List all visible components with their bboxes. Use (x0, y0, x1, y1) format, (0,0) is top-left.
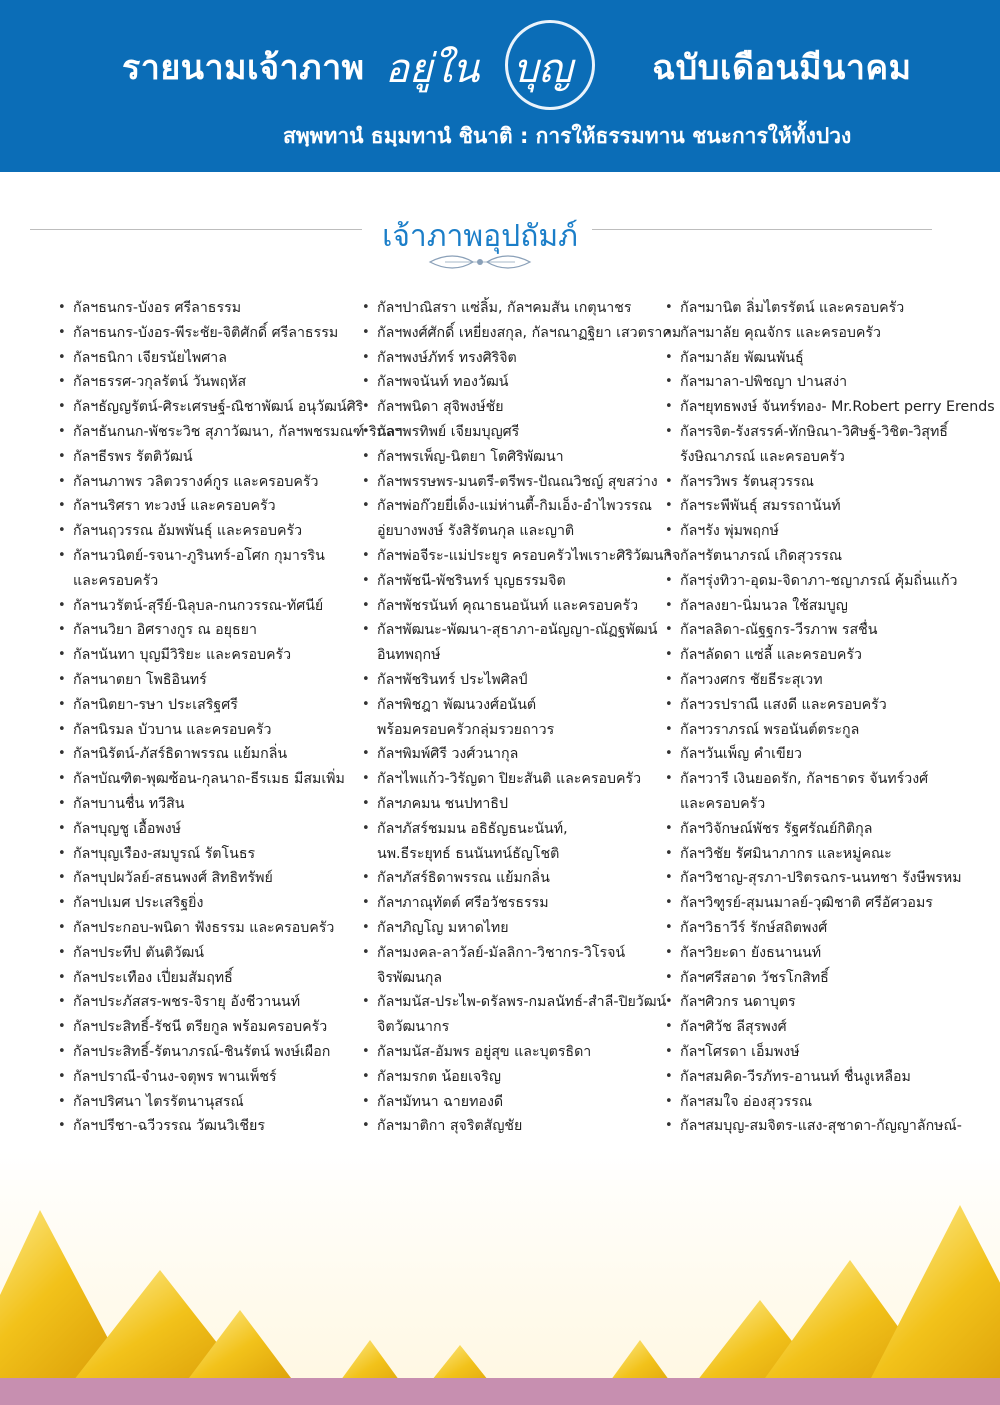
donor-entry: • กัลฯลัดดา แซ่ลี้ และครอบครัว (665, 643, 975, 668)
donor-entry: • กัลฯบุปผวัลย์-สธนพงศ์ สิทธิทรัพย์ (58, 866, 358, 891)
donor-entry: • กัลฯวราภรณ์ พรอนันต์ตระกูล (665, 718, 975, 743)
donor-entry: • กัลฯระพีพันธุ์ สมรรถานันท์ (665, 494, 975, 519)
donor-entry: • กัลฯพรรษพร-มนตรี-ตรีพร-ปัณณวิชญ์ สุขสว่าง (362, 470, 662, 495)
donor-entry: • กัลฯพัชรนันท์ คุณาธนอนันท์ และครอบครัว (362, 594, 662, 619)
donor-entry: • กัลฯมาลา-ปพิชญา ปานสง่า (665, 370, 975, 395)
donor-entry: • กัลฯปาณิสรา แซ่ลิ้ม, กัลฯคมสัน เกตุนาชร (362, 296, 662, 321)
donor-entry: • กัลฯวิจักษณ์พัชร รัฐศรัณย์กิติกุล (665, 817, 975, 842)
donor-entry: • กัลฯรวิพร รัตนสุวรรณ (665, 470, 975, 495)
donor-entry-continuation: นพ.ธีระยุทธ์ ธนนันทน์ธัญโชติ (377, 845, 560, 862)
donor-entry: • กัลฯนิรัตน์-ภัสร์ธิดาพรรณ แย้มกลิ่น (58, 742, 358, 767)
donor-list (0, 296, 1000, 1146)
donor-entry: • กัลฯนวนิตย์-รจนา-ภูรินทร์-อโศก กุมารริน (58, 544, 358, 569)
donor-entry: • กัลฯปริศนา ไตรรัตนานุสรณ์ (58, 1090, 358, 1115)
donor-entry: • กัลฯวิธาวีร์ รักษ์สถิตพงศ์ (665, 916, 975, 941)
logo-text-2: บุญ (513, 46, 573, 92)
footer-decoration (0, 1150, 1000, 1405)
logo-text-1: อยู่ใน (385, 46, 480, 92)
donor-entry: • กัลฯมานิต ลิ่มไตรรัตน์ และครอบครัว (665, 296, 975, 321)
donor-entry: • กัลฯยุทธพงษ์ จันทร์ทอง- Mr.Robert perry Erends (665, 395, 975, 420)
donor-entry: • กัลฯพ่อก๊วยยี่เด็ง-แม่ห่านตี้-กิมเอ็ง-อำไพวรรณ (362, 494, 662, 519)
donor-entry: • กัลฯธนกร-บังอร-พีระชัย-จิติศักดิ์ ศรีลาธรรม (58, 321, 358, 346)
donor-entry: • กัลฯประสิทธิ์-รัชนี ตรียกูล พร้อมครอบครัว (58, 1015, 358, 1040)
donor-entry: • กัลฯวรปราณี แสงดี และครอบครัว (665, 693, 975, 718)
donor-entry: • กัลฯวิชาญ-สุรภา-ปริตรฉกร-นนทชา รังษีพรหม (665, 866, 975, 891)
donor-entry: • กัลฯธีรพร รัตติวัฒน์ (58, 445, 358, 470)
donor-entry: • กัลฯนริศรา ทะวงษ์ และครอบครัว (58, 494, 358, 519)
donor-entry: • กัลฯพัชนี-พัชรินทร์ บุญธรรมจิต (362, 569, 662, 594)
donor-entry: • กัลฯวงศกร ชัยธีระสุเวท (665, 668, 975, 693)
donor-entry: • กัลฯประกอบ-พนิดา ฟังธรรม และครอบครัว (58, 916, 358, 941)
donor-entry: • กัลฯบัณฑิต-พุฒซ้อน-กุลนาถ-ธีรเมธ มีสมเพิ่ม (58, 767, 358, 792)
donor-entry-continuation: จิตวัฒนากร (377, 1019, 450, 1036)
donor-entry: • กัลฯภาณุทัตต์ ศรีอวัชรธรรม (362, 891, 662, 916)
donor-entry: • กัลฯภัสร์ธิดาพรรณ แย้มกลิ่น (362, 866, 662, 891)
donor-entry: • กัลฯบานชื่น ทวีสิน (58, 792, 358, 817)
donor-entry: • กัลฯมาลัย คุณจักร และครอบครัว (665, 321, 975, 346)
donor-entry: • กัลฯนภาพร วลิตวรางค์กูร และครอบครัว (58, 470, 358, 495)
header-banner (0, 0, 1000, 172)
ornament-icon (425, 253, 535, 271)
donor-entry: • กัลฯโศรดา เอ็มพงษ์ (665, 1040, 975, 1065)
donor-entry: • กัลฯนิตยา-รษา ประเสริฐศรี (58, 693, 358, 718)
donor-entry: • กัลฯธนิกา เจียรนัยไพศาล (58, 346, 358, 371)
donor-entry: • กัลฯปรีชา-ฉวีวรรณ วัฒนวิเชียร (58, 1114, 358, 1139)
donor-entry: • กัลฯรุ่งทิวา-อุดม-จิดาภา-ชญาภรณ์ คุ้มถิ่นแก้ว (665, 569, 975, 594)
donor-entry-continuation: อู่ยบางพงษ์ รังสิรัตนกุล และญาติ (377, 523, 575, 540)
donor-entry: • กัลฯพิมพ์ศิรี วงศ์วนากุล (362, 742, 662, 767)
donor-entry: • กัลฯมาติกา สุจริตสัญชัย (362, 1114, 662, 1139)
donor-column-2 (362, 296, 682, 1139)
donor-entry-continuation: จิรพัฒนกุล (377, 969, 443, 986)
donor-entry: • กัลฯพงษ์ภัทร์ ทรงศิริจิต (362, 346, 662, 371)
header-subtitle: สพฺพทานํ ธมฺมทานํ ชินาติ : การให้ธรรมทาน ชนะการให้ทั้งปวง (283, 124, 852, 148)
donor-entry: • กัลฯธัญญรัตน์-ศิระเศรษฐ์-ณิชาพัฒน์ อนุวัฒน์ศิริ (58, 395, 358, 420)
donor-entry-continuation: และครอบครัว (680, 795, 766, 812)
donor-entry: • กัลฯปเมศ ประเสริฐยิ่ง (58, 891, 358, 916)
donor-entry: • กัลฯภัสร์ชมมน อธิธัญธนะนันท์, (362, 817, 662, 842)
donor-entry: • กัลฯบุญชู เอื้อพงษ์ (58, 817, 358, 842)
donor-entry-continuation: พร้อมครอบครัวกลุ่มรวยถาวร (377, 721, 555, 738)
donor-entry: • กัลฯวันเพ็ญ คำเขียว (665, 742, 975, 767)
donor-entry: • กัลฯธนกร-บังอร ศรีลาธรรม (58, 296, 358, 321)
donor-entry: • กัลฯมงคล-ลาวัลย์-มัลลิกา-วิชากร-วิโรจน์ (362, 941, 662, 966)
donor-entry: • กัลฯนฤวรรณ อัมพพันธุ์ และครอบครัว (58, 519, 358, 544)
donor-entry: • กัลฯพนิดา สุจิพงษ์ชัย (362, 395, 662, 420)
section-heading (0, 205, 1000, 275)
donor-column-3 (665, 296, 995, 1139)
donor-entry-continuation: อินทพฤกษ์ (377, 647, 441, 664)
donor-entry: • กัลฯรัตนาภรณ์ เกิดสุวรรณ (665, 544, 975, 569)
donor-entry: • กัลฯพ่อจีระ-แม่ประยูร ครอบครัวไพเราะศิริวัฒนกิจ (362, 544, 662, 569)
donor-entry: • กัลฯไพแก้ว-วิรัญดา ปิยะสันติ และครอบครัว (362, 767, 662, 792)
donor-column-1 (58, 296, 404, 1139)
donor-entry: • กัลฯประภัสสร-พชร-จิรายุ อังชีวานนท์ (58, 990, 358, 1015)
donor-entry: • กัลฯธรรศ-วกุลรัตน์ วันพฤหัส (58, 370, 358, 395)
header-title-right: ฉบับเดือนมีนาคม (652, 48, 912, 88)
donor-entry: • กัลฯนันทา บุญมีวิริยะ และครอบครัว (58, 643, 358, 668)
section-title: เจ้าภาพอุปถัมภ์ (382, 219, 578, 254)
donor-entry: • กัลฯนวิยา อิศรางกูร ณ อยุธยา (58, 618, 358, 643)
donor-entry: • กัลฯพัฒนะ-พัฒนา-สุธาภา-อนัญญา-ณัฏฐพัฒน์ (362, 618, 662, 643)
donor-entry: • กัลฯประทีป ตันติวัฒน์ (58, 941, 358, 966)
donor-entry: • กัลฯพรเพ็ญ-นิตยา โตศิริพัฒนา (362, 445, 662, 470)
golden-pyramids-image (0, 1150, 1000, 1405)
donor-entry: • กัลฯนิรมล บัวบาน และครอบครัว (58, 718, 358, 743)
donor-entry: • กัลฯมนัส-ประไพ-ดรัลพร-กมลนัทธ์-สำลี-ปิยวัฒน์ (362, 990, 662, 1015)
donor-entry: • กัลฯปราณี-จำนง-จตุพร พานเพ็ชร์ (58, 1065, 358, 1090)
donor-entry: • กัลฯพิชฎา พัฒนวงศ์อนันต์ (362, 693, 662, 718)
donor-entry: • กัลฯลงยา-นิ่มนวล ใช้สมบูญ (665, 594, 975, 619)
donor-entry: • กัลฯศรีสอาด วัชรโกสิทธิ์ (665, 966, 975, 991)
donor-entry: • กัลฯสมคิด-วีรภัทร-อานนท์ ชื่นงูเหลือม (665, 1065, 975, 1090)
donor-entry: • กัลฯศิวัช ลีสุรพงศ์ (665, 1015, 975, 1040)
donor-entry: • กัลฯธันกนก-พัชระวิช สุภาวัฒนา, กัลฯพชรมณฑ์ รินลา (58, 420, 358, 445)
donor-entry-continuation: และครอบครัว (73, 572, 159, 589)
donor-entry: • กัลฯมนัส-อัมพร อยู่สุข และบุตรธิดา (362, 1040, 662, 1065)
donor-entry: • กัลฯภคมน ชนปทาธิป (362, 792, 662, 817)
donor-entry: • กัลฯรัง พุ่มพฤกษ์ (665, 519, 975, 544)
donor-entry-continuation: รังษิณาภรณ์ และครอบครัว (680, 448, 845, 465)
donor-entry: • กัลฯสมใจ อ่องสุวรรณ (665, 1090, 975, 1115)
donor-entry: • กัลฯวิชัย รัศมินาภากร และหมู่คณะ (665, 842, 975, 867)
donor-entry: • กัลฯวิยะดา ยังธนานนท์ (665, 941, 975, 966)
donor-entry: • กัลฯมาลัย พัฒนพันธุ์ (665, 346, 975, 371)
donor-entry: • กัลฯบุญเรือง-สมบูรณ์ รัตโนธร (58, 842, 358, 867)
publication-logo (385, 18, 635, 114)
donor-entry: • กัลฯวารี เงินยอดรัก, กัลฯธาดร จันทร์วงศ์ (665, 767, 975, 792)
donor-entry: • กัลฯพรทิพย์ เจียมบุญศรี (362, 420, 662, 445)
divider-left (30, 229, 362, 230)
donor-entry: • กัลฯมรกต น้อยเจริญ (362, 1065, 662, 1090)
donor-entry: • กัลฯพจนันท์ ทองวัฒน์ (362, 370, 662, 395)
donor-entry: • กัลฯนาตยา โพธิอินทร์ (58, 668, 358, 693)
divider-right (592, 229, 932, 230)
donor-entry: • กัลฯสมบุญ-สมจิตร-แสง-สุชาดา-กัญญาลักษณ์- (665, 1114, 975, 1139)
donor-entry: • กัลฯพงศ์ศักดิ์ เหยี่ยงสกุล, กัลฯณาฏฐิยา เสวตราคม (362, 321, 662, 346)
donor-entry: • กัลฯประเทือง เปี่ยมสัมฤทธิ์ (58, 966, 358, 991)
donor-entry: • กัลฯภิญโญ มหาดไทย (362, 916, 662, 941)
donor-entry: • กัลฯรจิต-รังสรรค์-ทักษิณา-วิศิษฐ์-วิชิต-วิสุทธิ์ (665, 420, 975, 445)
donor-entry: • กัลฯวิฑูรย์-สุมนมาลย์-วุฒิชาติ ศรีอัศวอมร (665, 891, 975, 916)
donor-entry: • กัลฯลลิดา-ณัฐฐกร-วีรภาพ รสชื่น (665, 618, 975, 643)
donor-entry: • กัลฯประสิทธิ์-รัตนาภรณ์-ชินรัตน์ พงษ์เผือก (58, 1040, 358, 1065)
donor-entry: • กัลฯมัทนา ฉายทองดี (362, 1090, 662, 1115)
donor-entry: • กัลฯพัชรินทร์ ประไพศิลป์ (362, 668, 662, 693)
donor-entry: • กัลฯศิวกร นดาบุตร (665, 990, 975, 1015)
header-title-left: รายนามเจ้าภาพ (122, 48, 365, 88)
donor-entry: • กัลฯนวรัตน์-สุรีย์-นิลุบล-กนกวรรณ-ทัศนีย์ (58, 594, 358, 619)
